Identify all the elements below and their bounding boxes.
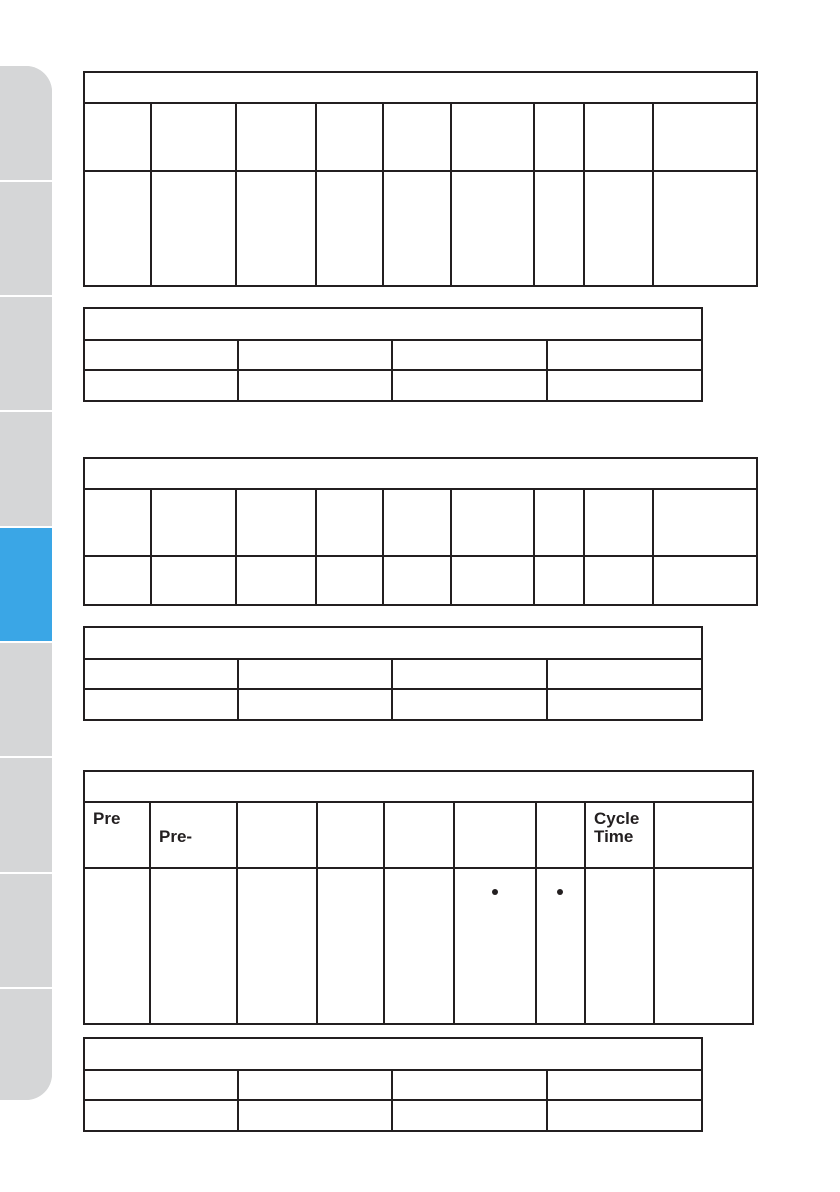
table3-header-cell xyxy=(237,802,317,868)
summary1-cell xyxy=(238,370,392,401)
table1-cell xyxy=(653,171,757,286)
table3-header-cell xyxy=(536,802,585,868)
time-label: Time xyxy=(594,827,634,846)
summary1-header-cell xyxy=(392,340,547,370)
side-tab-3[interactable] xyxy=(0,297,52,412)
table2-header-cell xyxy=(236,489,316,556)
side-tab-6[interactable] xyxy=(0,643,52,758)
table3-cell-dot xyxy=(454,868,536,1024)
table2-cell xyxy=(584,556,653,605)
table3-cell-dot xyxy=(536,868,585,1024)
side-tab-8[interactable] xyxy=(0,874,52,989)
summary3-cell xyxy=(547,1100,702,1131)
summary1-cell xyxy=(84,370,238,401)
table1-header-cell xyxy=(151,103,236,171)
table1-header-cell xyxy=(383,103,451,171)
table1-header-cell xyxy=(316,103,383,171)
table1-cell xyxy=(151,171,236,286)
pre-dash-label: Pre- xyxy=(159,827,193,846)
table3-header-cell xyxy=(317,802,384,868)
table3-header-cycle-time xyxy=(585,802,654,868)
table2-cell xyxy=(316,556,383,605)
summary3-cell xyxy=(392,1100,547,1131)
summary3-cell xyxy=(84,1100,238,1131)
table2-header-cell xyxy=(534,489,584,556)
table2-header-cell xyxy=(451,489,534,556)
summary2-header-cell xyxy=(392,659,547,689)
table3-title-row xyxy=(84,771,753,802)
table2-cell xyxy=(653,556,757,605)
table1-header-cell xyxy=(584,103,653,171)
table2-cell xyxy=(451,556,534,605)
summary3-header-cell xyxy=(238,1070,392,1100)
summary2-cell xyxy=(84,689,238,720)
table3-cell xyxy=(84,868,150,1024)
table3-header-pre-dash xyxy=(150,802,237,868)
table2-cell xyxy=(84,556,151,605)
spec-table-1 xyxy=(83,71,758,287)
table2-header-cell xyxy=(653,489,757,556)
pre-label: Pre xyxy=(93,809,121,828)
summary-table-2 xyxy=(83,626,703,721)
table3-header-cell xyxy=(654,802,753,868)
table3-header-pre xyxy=(84,802,150,868)
table2-cell xyxy=(534,556,584,605)
table2-cell xyxy=(236,556,316,605)
summary-table-1 xyxy=(83,307,703,402)
bullet-dot-icon xyxy=(557,889,563,895)
summary2-header-cell xyxy=(238,659,392,689)
cycle-label: Cycle xyxy=(594,809,640,828)
table3-cell xyxy=(150,868,237,1024)
summary2-title-row xyxy=(84,627,702,659)
table1-cell xyxy=(84,171,151,286)
summary1-title-row xyxy=(84,308,702,340)
table1-cell xyxy=(316,171,383,286)
table1-header-cell xyxy=(451,103,534,171)
summary1-header-cell xyxy=(547,340,702,370)
summary1-header-cell xyxy=(238,340,392,370)
table3-cell xyxy=(384,868,454,1024)
summary1-header-cell xyxy=(84,340,238,370)
summary3-header-cell xyxy=(84,1070,238,1100)
table3-cell xyxy=(317,868,384,1024)
table2-cell xyxy=(383,556,451,605)
table1-header-cell xyxy=(236,103,316,171)
table2-header-cell xyxy=(584,489,653,556)
summary2-cell xyxy=(238,689,392,720)
table3-header-cell xyxy=(454,802,536,868)
spec-table-3 xyxy=(83,770,754,1025)
table3-header-cell xyxy=(384,802,454,868)
spec-table-2 xyxy=(83,457,758,606)
summary3-cell xyxy=(238,1100,392,1131)
summary2-cell xyxy=(547,689,702,720)
table1-header-cell xyxy=(653,103,757,171)
table1-cell xyxy=(383,171,451,286)
table2-header-cell xyxy=(316,489,383,556)
table2-title-row xyxy=(84,458,757,489)
table1-cell xyxy=(534,171,584,286)
table1-header-cell xyxy=(534,103,584,171)
summary-table-3 xyxy=(83,1037,703,1132)
side-tab-strip xyxy=(0,66,52,1100)
summary1-cell xyxy=(547,370,702,401)
side-tab-2[interactable] xyxy=(0,182,52,297)
bullet-dot-icon xyxy=(492,889,498,895)
side-tab-5-active[interactable] xyxy=(0,528,52,643)
table1-cell xyxy=(584,171,653,286)
summary2-header-cell xyxy=(84,659,238,689)
table2-header-cell xyxy=(151,489,236,556)
table1-cell xyxy=(236,171,316,286)
table3-cell xyxy=(654,868,753,1024)
summary2-header-cell xyxy=(547,659,702,689)
table3-cell xyxy=(237,868,317,1024)
table2-cell xyxy=(151,556,236,605)
table2-header-cell xyxy=(383,489,451,556)
summary1-cell xyxy=(392,370,547,401)
side-tab-1[interactable] xyxy=(0,66,52,182)
summary3-header-cell xyxy=(392,1070,547,1100)
table1-cell xyxy=(451,171,534,286)
side-tab-4[interactable] xyxy=(0,412,52,528)
side-tab-7[interactable] xyxy=(0,758,52,874)
table2-header-cell xyxy=(84,489,151,556)
table3-cell xyxy=(585,868,654,1024)
side-tab-9[interactable] xyxy=(0,989,52,1100)
table1-header-cell xyxy=(84,103,151,171)
table1-title-row xyxy=(84,72,757,103)
summary3-header-cell xyxy=(547,1070,702,1100)
summary3-title-row xyxy=(84,1038,702,1070)
summary2-cell xyxy=(392,689,547,720)
